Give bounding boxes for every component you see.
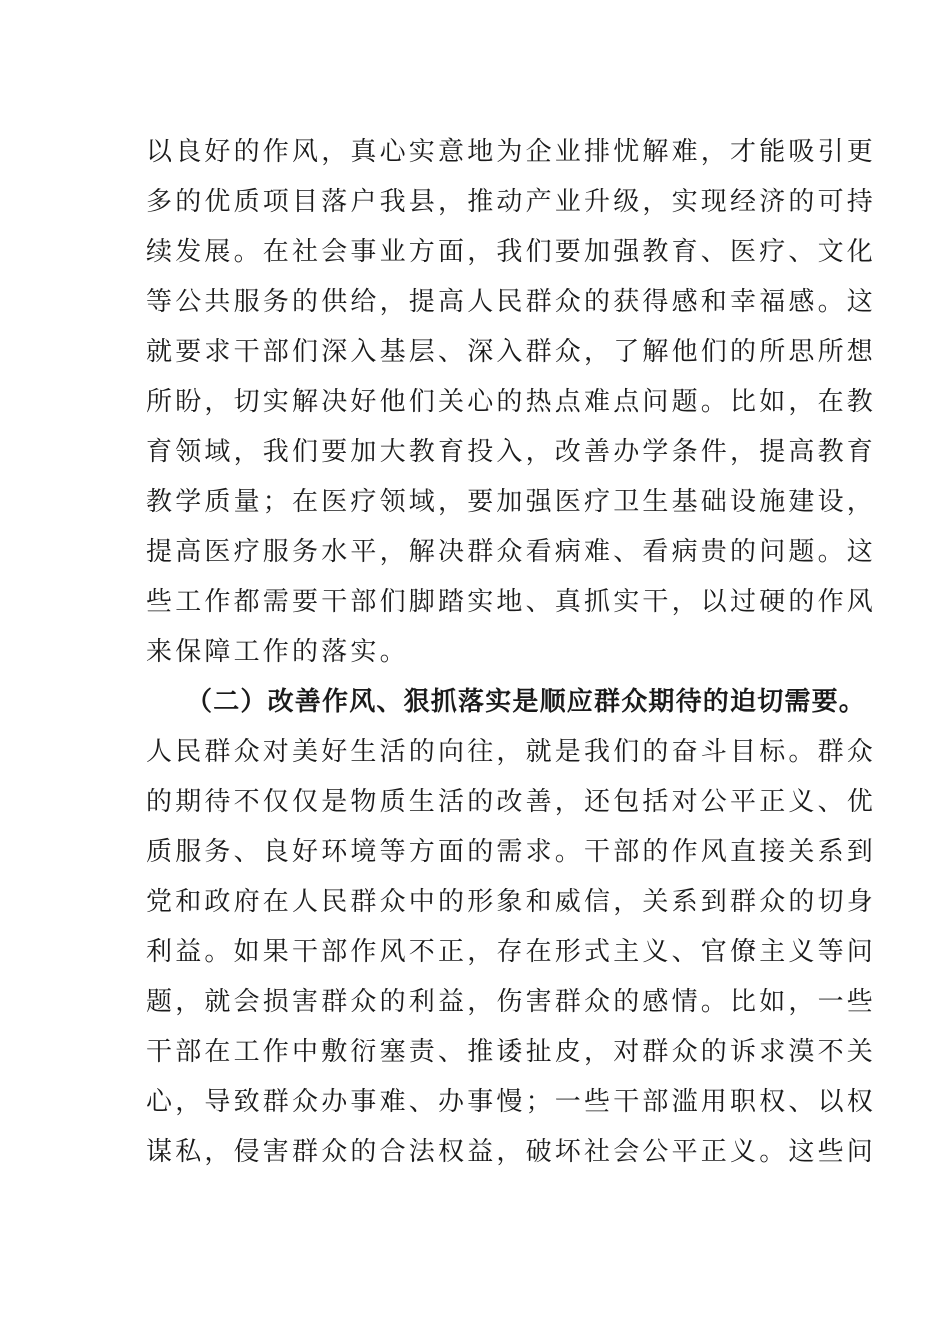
paragraph-1-line: 所盼，切实解决好他们关心的热点难点问题。比如，在教 [146, 387, 877, 417]
paragraph-2-line: 谋私，侵害群众的合法权益，破坏社会公平正义。这些问 [146, 1137, 877, 1167]
paragraph-2-line: 题，就会损害群众的利益，伤害群众的感情。比如，一些 [146, 987, 877, 1017]
paragraph-1-line: 提高医疗服务水平，解决群众看病难、看病贵的问题。这 [146, 537, 877, 567]
paragraph-1-line: 以良好的作风，真心实意地为企业排忧解难，才能吸引更 [146, 137, 877, 167]
paragraph-2-line: 党和政府在人民群众中的形象和威信，关系到群众的切身 [146, 887, 877, 917]
body-text [146, 127, 877, 1177]
paragraph-2-line: 的期待不仅仅是物质生活的改善，还包括对公平正义、优 [146, 787, 877, 817]
paragraph-1-line: 等公共服务的供给，提高人民群众的获得感和幸福感。这 [146, 287, 877, 317]
paragraph-2-line: 心，导致群众办事难、办事慢；一些干部滥用职权、以权 [146, 1087, 877, 1117]
section-heading: （二）改善作风、狠抓落实是顺应群众期待的迫切需要。 [186, 687, 867, 717]
paragraph-1-line: 就要求干部们深入基层、深入群众，了解他们的所思所想 [146, 337, 877, 367]
paragraph-2-line: 质服务、良好环境等方面的需求。干部的作风直接关系到 [146, 837, 877, 867]
paragraph-1-line: 多的优质项目落户我县，推动产业升级，实现经济的可持 [146, 187, 877, 217]
paragraph-1-line: 续发展。在社会事业方面，我们要加强教育、医疗、文化 [146, 237, 877, 267]
paragraph-1-line: 教学质量；在医疗领域，要加强医疗卫生基础设施建设， [146, 487, 877, 517]
paragraph-2-line: 人民群众对美好生活的向往，就是我们的奋斗目标。群众 [146, 737, 877, 767]
paragraph-1-line: 育领域，我们要加大教育投入，改善办学条件，提高教育 [146, 437, 877, 467]
paragraph-2-line: 干部在工作中敷衍塞责、推诿扯皮，对群众的诉求漠不关 [146, 1037, 877, 1067]
paragraph-1-line: 些工作都需要干部们脚踏实地、真抓实干，以过硬的作风 [146, 587, 877, 617]
paragraph-2-line: 利益。如果干部作风不正，存在形式主义、官僚主义等问 [146, 937, 877, 967]
paragraph-1-line: 来保障工作的落实。 [146, 637, 409, 667]
